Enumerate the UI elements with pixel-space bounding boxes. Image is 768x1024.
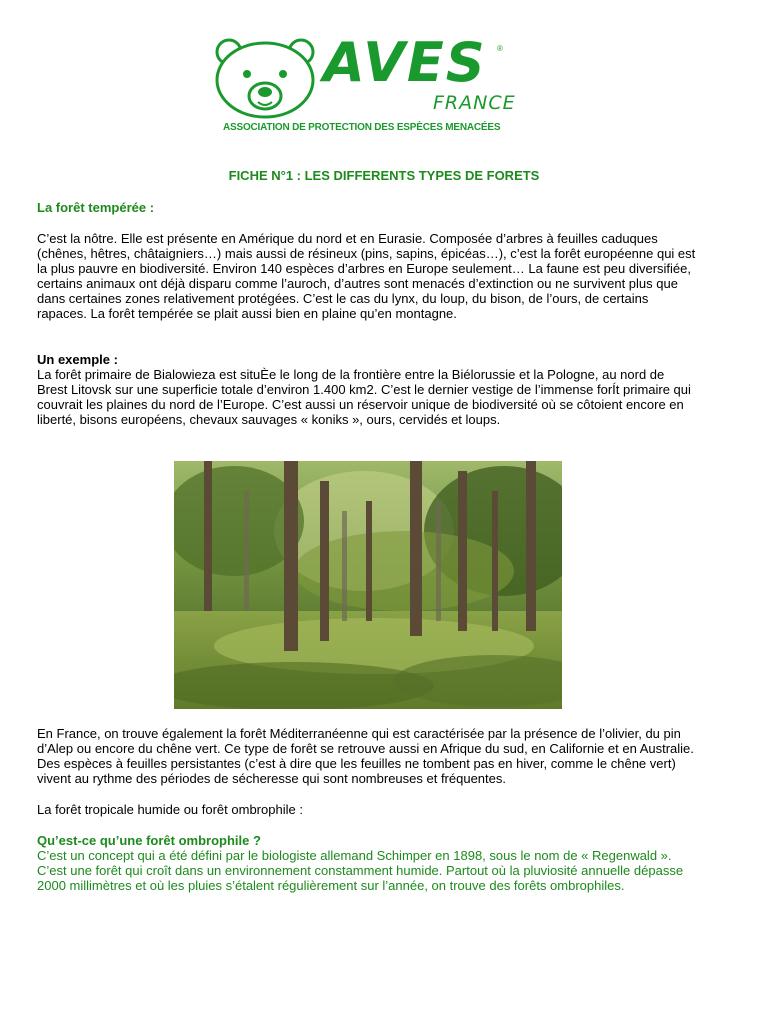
polar-bear-head-icon	[205, 34, 325, 120]
tropical-intro: La forêt tropicale humide ou forêt ombrophile :	[37, 802, 303, 817]
page-title: FICHE N°1 : LES DIFFERENTS TYPES DE FORETS	[228, 168, 540, 183]
registered-mark: ®	[497, 44, 503, 53]
tropical-question: Qu’est-ce qu’une forêt ombrophile ?	[37, 833, 261, 848]
logo-tagline: ASSOCIATION DE PROTECTION DES ESPÈCES MENACÉES	[223, 122, 501, 133]
mediterranean-paragraph	[37, 726, 697, 786]
logo-subtitle: FRANCE	[433, 92, 516, 114]
logo-wordmark: AVES	[323, 31, 487, 94]
mediterranean-text: En France, on trouve également la forêt Méditerranéenne qui est caractérisée par la présence de l’olivier, du pin d’Alep ou encore du chêne vert. Ce type de forêt se retrouve aussi en Afrique du sud, en Californie et en Australie. Des espèces à feuilles persistantes (c’est à dire que les feuilles ne tombent pas en hiver, comme le chêne vert) vivent au rythme des périodes de sécheresse qui sont nombreuses et fréquentes.	[37, 726, 694, 786]
aves-france-logo	[205, 31, 525, 142]
example-paragraph	[37, 367, 697, 427]
forest-image	[174, 461, 562, 709]
temperate-heading: La forêt tempérée :	[37, 200, 155, 215]
temperate-paragraph	[37, 231, 697, 321]
forest-photo	[174, 461, 562, 709]
example-heading: Un exemple :	[37, 352, 118, 367]
tropical-answer	[37, 848, 697, 893]
example-text: La forêt primaire de Bialowieza est situÈe le long de la frontière entre la Biélorussie et la Pologne, au nord de Brest Litovsk sur une superficie totale d’environ 1.400 km2. C’est le dernier vestige de l’immense forÍt primaire qui couvrait les plaines du nord de l’Europe. C’est aussi un réservoir unique de biodiversité où se côtoient encore en liberté, bisons européens, chevaux sauvages « koniks », ours, cervidés et loups.	[37, 367, 691, 427]
temperate-text: C’est la nôtre. Elle est présente en Amérique du nord et en Eurasie. Composée d’arbres à feuilles caduques (chênes, hêtres, châtaigniers…) mais aussi de résineux (pins, sapins, épicéas…), c’est la forêt européenne qui est la plus pauvre en biodiversité. Environ 140 espèces d’arbres en Europe seulement… La faune est peu diversifiée, certains animaux ont déjà disparu comme l’auroch, d’autres sont menacés d’extinction ou ne survivent plus que dans certaines zones relativement protégées. C’est le cas du lynx, du loup, du bison, de l’ours, de certains rapaces. La forêt tempérée se plait aussi bien en plaine qu’en montagne.	[37, 231, 696, 321]
tropical-answer-text: C’est un concept qui a été défini par le biologiste allemand Schimper en 1898, sous le nom de « Regenwald ». C’est une forêt qui croît dans un environnement constamment humide. Partout où la pluviosité annuelle dépasse 2000 millimètres et où les pluies s’étalent régulièrement sur l’année, on trouve des forêts ombrophiles.	[37, 848, 684, 893]
